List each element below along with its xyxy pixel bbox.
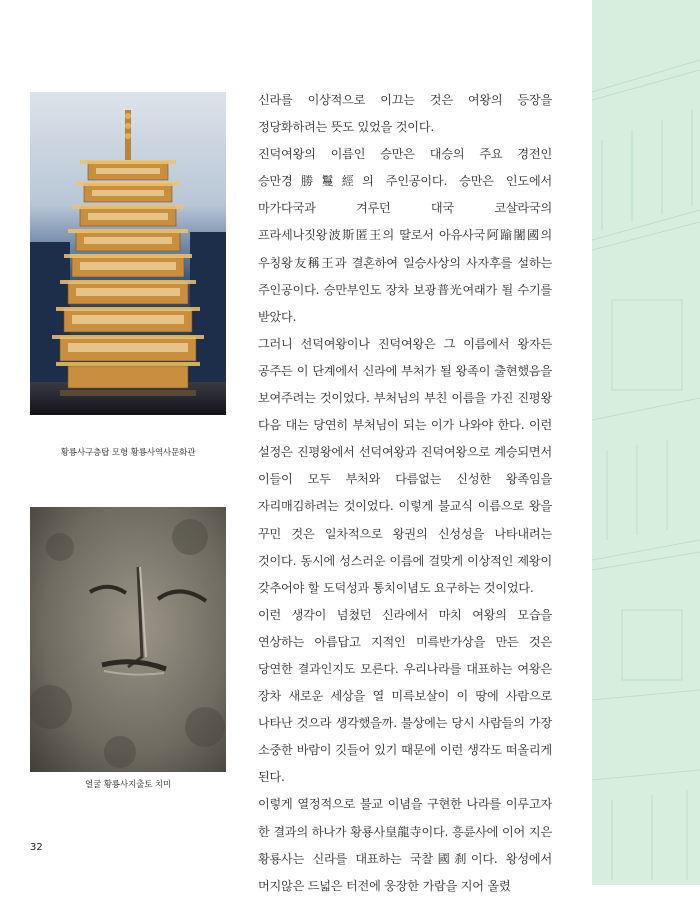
pagoda-model-photo	[30, 92, 226, 415]
paragraph-1: 신라를 이상적으로 이끄는 것은 여왕의 등장을 정당화하려는 뜻도 있었을 것이다.	[258, 93, 552, 135]
page-number: 32	[30, 842, 43, 853]
face-photo-caption: 얼굴 황룡사지출토 치미	[84, 780, 172, 790]
pagoda-photo-caption: 황룡사구층탑 모형 황룡사역사문화관	[60, 448, 196, 458]
paragraph-5: 이렇게 열정적으로 불교 이념을 구현한 나라를 이루고자 한 결과의 하나가 황룡사皇龍寺이다. 흥륜사에 이어 지은 황룡사는 신라를 대표하는 국찰國刹이다. 왕성에서 머지않은 드넓은 터전에 웅장한 가람을 지어 올렸	[258, 797, 552, 893]
roof-tile-face-photo	[30, 507, 226, 772]
paragraph-3: 그러니 선덕여왕이나 진덕여왕은 그 이름에서 왕자든 공주든 이 단계에서 신라에 부처가 될 왕족이 출현했음을 보여주려는 것이었다. 부처님의 부친 이름을 가진 진평왕 다음 대는 당연히 부처님이 되는 이가 나와야 한다. 이런 설정은 진평왕에서 선덕여왕과 진덕여왕으로 계승되면서 이들이 모두 부처와 다름없는 신성한 왕족임을 자리매김하려는 것이었다. 이렇게 불교식 이름으로 왕을 꾸민 것은 일차적으로 왕권의 신성성을 나타내려는 것이다. 동시에 성스러운 이름에 걸맞게 이상적인 제왕이 갖추어야 할 도덕성과 통치이념도 요구하는 것이었다.	[258, 336, 552, 595]
body-text	[258, 87, 552, 900]
paragraph-2: 진덕여왕의 이름인 승만은 대승의 주요 경전인 승만경勝鬘經의 주인공이다. 승만은 인도에서 마가다국과 겨루던 대국 코살라국의 프라세나짓왕波斯匿王의 딸로서 아유사국阿踰闍國의 우칭왕友稱王과 결혼하여 일승사상의 사자후를 설하는 주인공이다. 승만부인도 장차 보광普光여래가 될 수기를 받았다.	[258, 147, 552, 324]
decorative-side-band	[592, 0, 700, 885]
paragraph-4: 이런 생각이 넘쳤던 신라에서 마치 여왕의 모습을 연상하는 아름답고 지적인 미륵반가상을 만든 것은 당연한 결과인지도 모른다. 우리나라를 대표하는 여왕은 장차 새로운 세상을 열 미륵보살이 이 땅에 사람으로 나타난 것으라 생각했을까. 불상에는 당시 사람들의 가장 소중한 바람이 깃들어 있기 때문에 이런 생각도 떠올리게 된다.	[258, 607, 552, 785]
faint-architecture-pattern	[592, 0, 700, 885]
